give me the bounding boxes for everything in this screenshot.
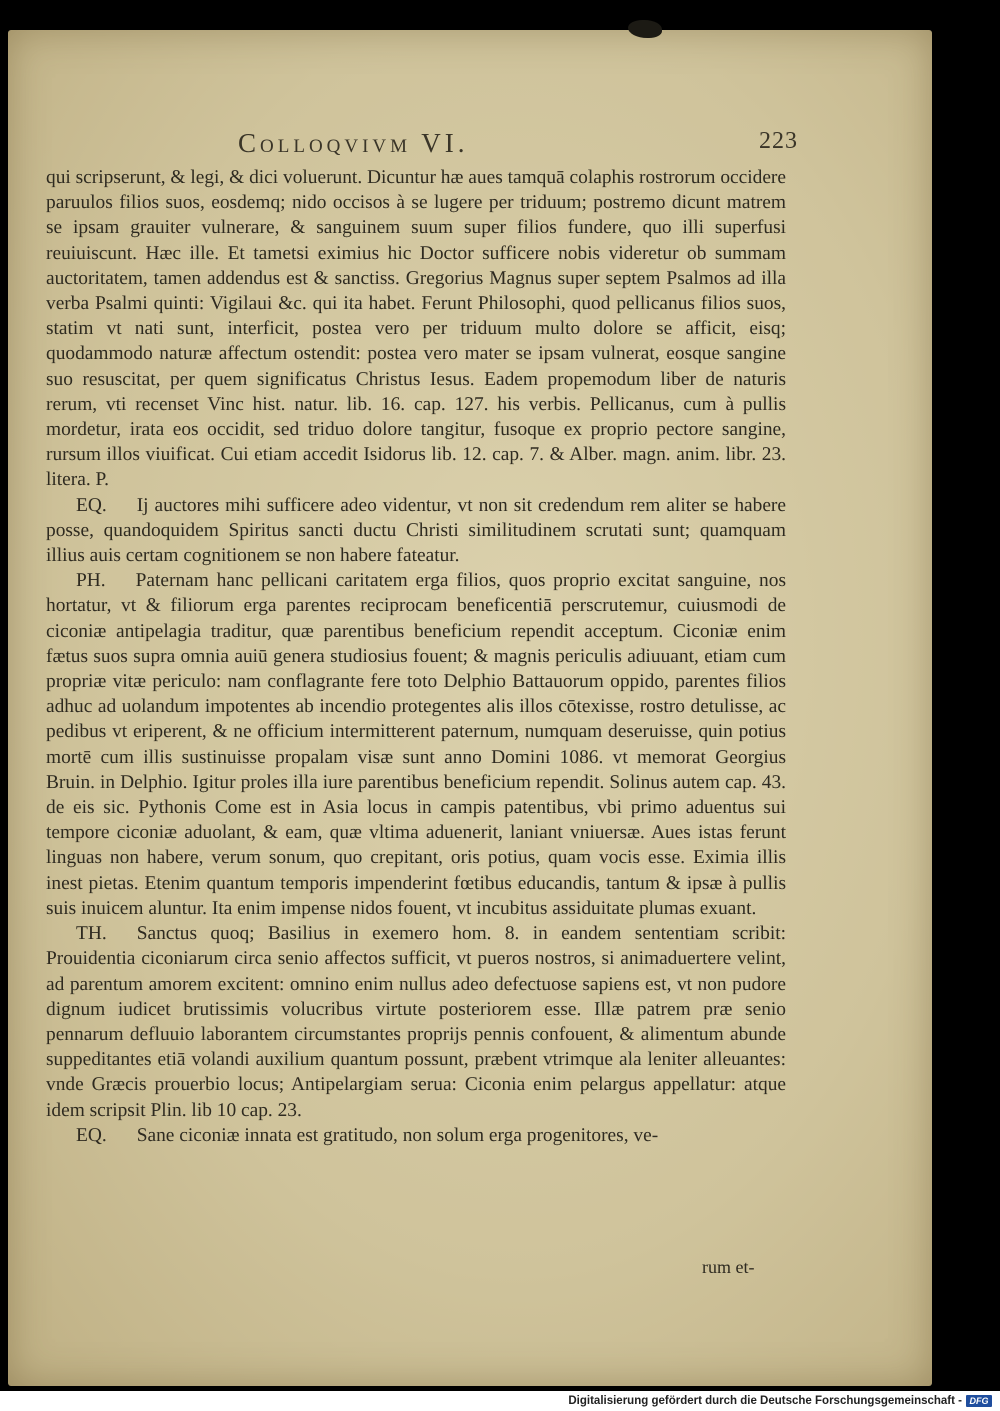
paragraph-text: Paternam hanc pellicani caritatem erga filios, quos proprio excitat sanguine, nos hortatur, vt & filiorum erga parentes reciprocam beneficentiā perscrutemur, cuiusmodi de ciconiæ antipelagia traditur, quæ parentibus beneficium rependit acceptum. Ciconiæ enim fætus suos supra omnia auiū genera studiosius fouent; & magnis periculis adiuuant, etiam cum propriæ vitæ periculo: nam conflagrante fere toto Delphio Battauorum oppido, parentes filios adhuc ad uolandum impotentes ab incendio protegentes alis illos cōtexisse, rostro detulisse, ac pedibus vt eriperent, & ne officium intermitterent paternum, numquam deseruisse, quin potius mortē cum illis sustinuisse propalam visæ sunt anno Domini 1086. vt memorat Georgius Bruin. in Delphio. Igitur proles illa iure parentibus beneficium rependit. Solinus autem cap. 43. de eis sic. Pythonis Come est in Asia locus in campis patentibus, vbi primo aduentus sui tempore ciconiæ aduolant, & eam, quæ vltima aduenerit, laniant vniuersæ. Aues istas ferunt linguas non habere, verum sonum, quo crepitant, oris potius, quam vocis esse. Eximia illis inest pietas. Etenim quantum temporis impenderint fœtibus educandis, tantum & ipsæ à pullis suis inuicem aluntur. Ita enim impense nidos fouent, vt incubitus assiduitate plumas exuant. [46,570,786,919]
book-page [8,30,932,1386]
page-header-title: Colloqvivm VI. [238,128,469,158]
footer-credit: Digitalisierung gefördert durch die Deutsche Forschungsgemeinschaft - [568,1395,962,1407]
page-body [46,165,786,1148]
running-header [238,128,798,162]
speaker-label: EQ. [76,1124,107,1146]
paragraph-2 [46,493,786,569]
page-number: 223 [759,128,798,154]
paragraph-5 [46,1123,786,1148]
speaker-label: EQ. [76,494,107,516]
speaker-label: PH. [76,570,106,592]
speaker-label: TH. [76,923,107,945]
paragraph-text: qui scripserunt, & legi, & dici voluerunt. Dicuntur hæ aues tamquā colaphis rostrorum occidere paruulos filios suos, eosdemq; nido occisos à se lugere per triduum; postremo dicunt matrem se ipsam grauiter vulnerare, & sanguinem suum super filios fundere, quo illi superfusi reuiuiscunt. Hæc ille. Et tametsi eximius hic Doctor sufficere nobis videretur ob summam auctoritatem, tamen addendus est & sanctiss. Gregorius Magnus super septem Psalmos ad illa verba Psalmi quinti: Vigilaui &c. qui ita habet. Ferunt Philosophi, quod pellicanus filios suos, statim vt nati sunt, interficit, postea vero per triduum multo dolore se afficit, eisq; quodammodo naturæ affectum ostendit: postea vero mater se ipsam vulnerat, eosque sangine suo resuscitat, per quem significatus Christus Iesus. Eadem propemodum liber de naturis rerum, vti recenset Vinc hist. natur. lib. 16. cap. 127. his verbis. Pellicanus, cum à pullis mordetur, irata eos occidit, sed triduo dolore tangitur, fusoque ex proprio pectore sangine, rursum illos viuificat. Cui etiam accedit Isidorus lib. 12. cap. 7. & Alber. magn. anim. libr. 23. litera. P. [46,167,786,491]
paragraph-1 [46,165,786,493]
dfg-logo: DFG [966,1395,992,1407]
paragraph-text: Ij auctores mihi sufficere adeo videntur, vt non sit credendum rem aliter se habere posse, quandoquidem Spiritus sancti ductu Christi similitudinem scrutati sunt; quamquam illius auis certam cognitionem se non habere fateatur. [46,494,786,567]
paragraph-3 [46,568,786,921]
digitization-footer [0,1391,1000,1411]
paragraph-text: Sanctus quoq; Basilius in exemero hom. 8. in eandem sententiam scribit: Prouidentia ciconiarum circa senio affectos sufficit, vt pueros nostros, si animaduertere velint, ad parentum amorem excitent: omnino enim nullus adeo defectuose sapiens est, vt non pudore dignum iudicet brutissimis volucribus virtute posteriorem esse. Illæ patrem præ senio pennarum defluuio laborantem circumstantes proprijs pennis confouent, & alimentum abunde suppeditantes etiā volandi auxilium quantum possunt, præbent vtrimque ala leniter alleuantes: vnde Græcis prouerbio locus; Antipelargiam serua: Ciconia enim pelargus appellatur: atque idem scripsit Plin. lib 10 cap. 23. [46,923,786,1121]
paragraph-4 [46,921,786,1123]
catchword: rum et- [702,1257,755,1277]
paragraph-text: Sane ciconiæ innata est gratitudo, non solum erga progenitores, ve- [136,1124,659,1146]
